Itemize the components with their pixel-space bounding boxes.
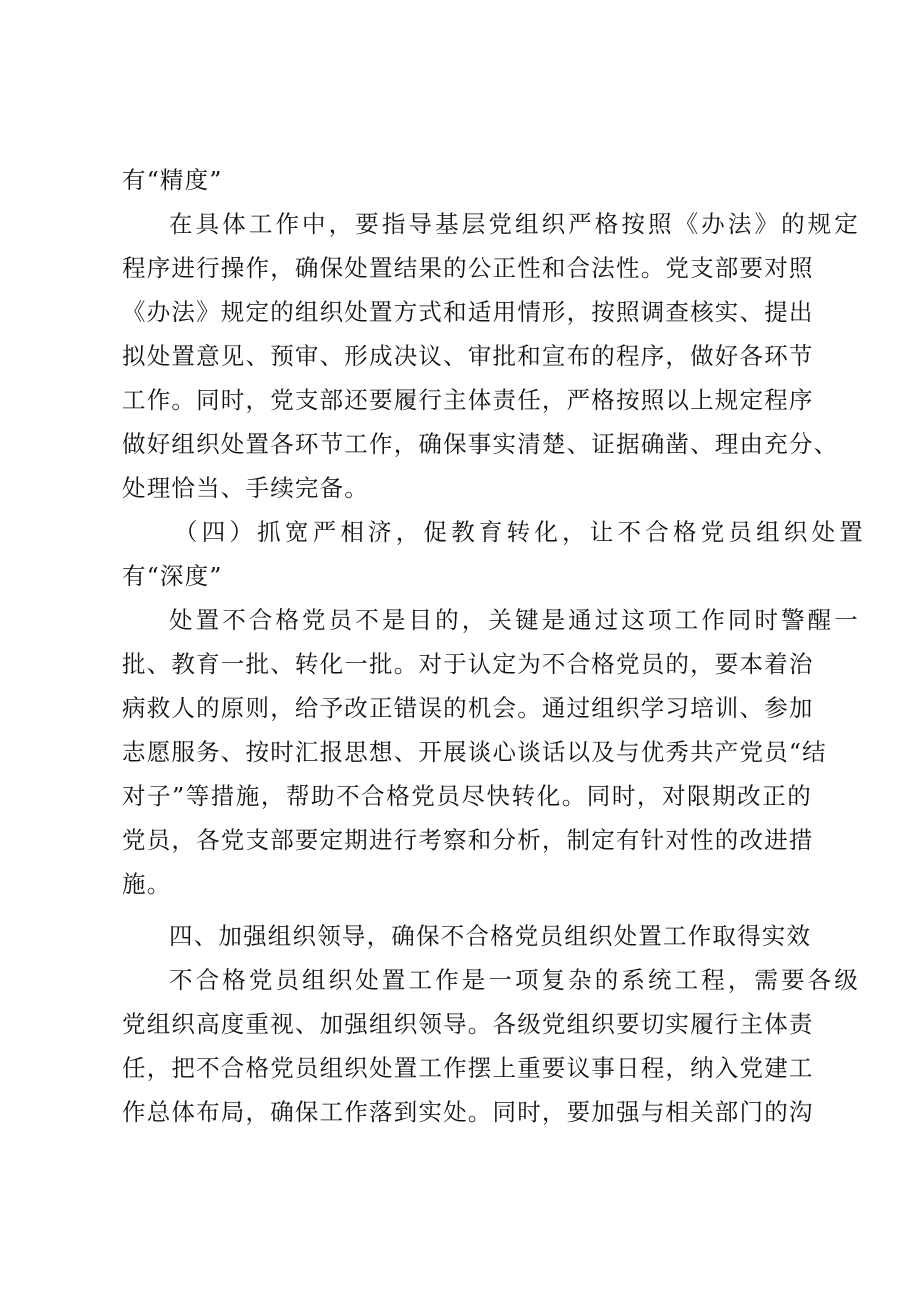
section-heading-line: 四、加强组织领导，确保不合格党员组织处置工作取得实效 — [169, 922, 812, 950]
paragraph-procedure — [122, 202, 859, 510]
paragraph-line: 志愿服务、按时汇报思想、开展谈心谈话以及与优秀共产党员“结 — [122, 738, 827, 766]
paragraph-line: 党组织高度重视、加强组织领导。各级党组织要切实履行主体责 — [122, 1010, 814, 1038]
section-gap — [122, 906, 812, 914]
paragraph-line: 在具体工作中，要指导基层党组织严格按照《办法》的规定 — [169, 210, 859, 238]
paragraph-line: 任，把不合格党员组织处置工作摆上重要议事日程，纳入党建工 — [122, 1054, 814, 1082]
paragraph-line: 党员，各党支部要定期进行考察和分析，制定有针对性的改进措 — [122, 826, 814, 854]
heading-line: （四）抓宽严相济，促教育转化，让不合格党员组织处置 — [174, 518, 864, 546]
paragraph-line: 对子”等措施，帮助不合格党员尽快转化。同时，对限期改正的 — [122, 782, 812, 810]
paragraph-line: 不合格党员组织处置工作是一项复杂的系统工程，需要各级 — [169, 966, 859, 994]
paragraph-line: 做好组织处置各环节工作，确保事实清楚、证据确凿、理由充分、 — [122, 430, 839, 458]
paragraph-line: 作总体布局，确保工作落到实处。同时，要加强与相关部门的沟 — [122, 1098, 814, 1126]
paragraph-line: 批、教育一批、转化一批。对于认定为不合格党员的，要本着治 — [122, 650, 814, 678]
subheading-four — [122, 510, 864, 598]
paragraph-line: 工作。同时，党支部还要履行主体责任，严格按照以上规定程序 — [122, 386, 814, 414]
document-body — [122, 158, 864, 1134]
paragraph-line: 程序进行操作，确保处置结果的公正性和合法性。党支部要对照 — [122, 254, 814, 282]
paragraph-leadership — [122, 958, 859, 1134]
paragraph-line: 拟处置意见、预审、形成决议、审批和宣布的程序，做好各环节 — [122, 342, 814, 370]
paragraph-line: 《办法》规定的组织处置方式和适用情形，按照调查核实、提出 — [122, 298, 814, 326]
heading-line: 有“深度” — [122, 562, 223, 590]
heading-line: 有“精度” — [122, 166, 223, 194]
paragraph-line: 病救人的原则，给予改正错误的机会。通过组织学习培训、参加 — [122, 694, 814, 722]
paragraph-line: 处置不合格党员不是目的，关键是通过这项工作同时警醒一 — [169, 606, 859, 634]
paragraph-line: 施。 — [122, 870, 172, 898]
paragraph-line: 处理恰当、手续完备。 — [122, 474, 369, 502]
section-heading-four — [122, 914, 812, 958]
heading-continuation — [122, 158, 812, 202]
paragraph-education — [122, 598, 859, 906]
